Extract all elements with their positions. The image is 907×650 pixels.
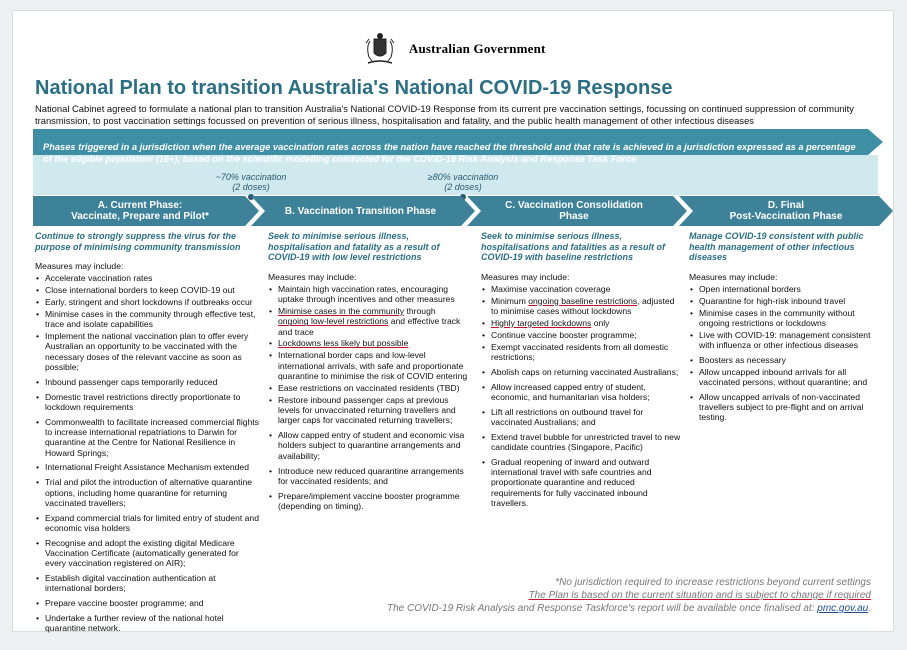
list-item: • Restore inbound passenger caps at previous levels for unvaccinated returning travellers and larger caps for vaccinated returning travellers; (278, 395, 468, 426)
list-item: • Minimise cases in the community through ongoing low-level restrictions and effective track and trace (278, 306, 468, 337)
phase-a-measures-label: Measures may include: (35, 261, 124, 271)
list-item: • Allow uncapped inbound arrivals for all vaccinated persons, without quarantine; and (699, 367, 874, 388)
list-item: • Abolish caps on returning vaccinated Australians; (491, 367, 681, 377)
phase-c-measures-list (481, 284, 681, 509)
phase-a-goal: Continue to strongly suppress the virus for the purpose of minimising community transmission (35, 231, 241, 252)
list-item: • Minimise cases in the community without ongoing restrictions or lockdowns (699, 308, 874, 329)
list-item: • International border caps and low-level international arrivals, with safe and proportionate quarantine to minimise the risk of COVID entering (278, 350, 468, 381)
list-item: • Lockdowns less likely but possible (278, 338, 468, 348)
list-item: • Open international borders (699, 284, 874, 294)
list-item: • Live with COVID-19: management consistent with influenza or other infectious diseases (699, 330, 874, 351)
list-item: • Lift all restrictions on outbound travel for vaccinated Australians; and (491, 407, 681, 428)
list-item: • Highly targeted lockdowns only (491, 318, 681, 328)
page-title: National Plan to transition Australia's National COVID-19 Response (35, 77, 673, 99)
list-item: • Ease restrictions on vaccinated residents (TBD) (278, 383, 468, 393)
list-item: • Gradual reopening of inward and outward international travel with safe countries and proportionate quarantine and reduced requirements for fully vaccinated inbound travellers. (491, 457, 681, 508)
list-item: • Boosters as necessary (699, 355, 874, 365)
header (13, 31, 893, 67)
list-item: • Quarantine for high-risk inbound travel (699, 296, 874, 306)
list-item: • Domestic travel restrictions directly proportionate to lockdown requirements (45, 392, 260, 413)
list-item: • Early, stringent and short lockdowns if outbreaks occur (45, 297, 260, 307)
marker-70-line1: ~70% vaccination (215, 172, 287, 182)
list-item: • Allow uncapped arrivals of non-vaccinated travellers subject to pre-flight and on arrival testing. (699, 392, 874, 423)
list-item: • Continue vaccine booster programme; (491, 330, 681, 340)
list-item: • Exempt vaccinated residents from all domestic restrictions; (491, 342, 681, 363)
phase-c-goal: Seek to minimise serious illness, hospitalisations and fatalities as a result of COVID-19 with baseline restrictions (481, 231, 666, 262)
marker-80-line1: ≥80% vaccination (427, 172, 499, 182)
phase-c-column (481, 231, 681, 510)
threshold-band-text: Phases triggered in a jurisdiction when the average vaccination rates across the nation have reached the threshold and that rate is achieved in a jurisdiction expressed as a percentage of the eligible population (16+), based on the scientific modelling conducted for the COVID-19 Risk Analysis and Response Task Force (43, 142, 856, 164)
phase-d-goal: Manage COVID-19 consistent with public health management of other infectious diseases (689, 231, 864, 262)
list-item: • Establish digital vaccination authentication at international borders; (45, 573, 260, 594)
list-item: • Trial and pilot the introduction of alternative quarantine options, including home quarantine for returning vaccinated travellers; (45, 477, 260, 508)
pmc-link[interactable]: pmc.gov.au (817, 603, 869, 614)
phase-b-column (268, 231, 468, 513)
phase-d-measures-label: Measures may include: (689, 271, 778, 282)
coat-of-arms-icon (360, 31, 400, 67)
list-item: • Expand commercial trials for limited entry of student and economic visa holders (45, 513, 260, 534)
list-item: • Minimum ongoing baseline restrictions, adjusted to minimise cases without lockdowns (491, 296, 681, 317)
phase-d-label: D. Final Post-Vaccination Phase (729, 200, 843, 222)
phase-a-measures-list (35, 273, 260, 633)
list-item: • Allow capped entry of student and economic visa holders subject to quarantine arrangements and availability; (278, 430, 468, 461)
list-item: • Undertake a further review of the national hotel quarantine network. (45, 613, 260, 634)
phase-a-label: A. Current Phase: Vaccinate, Prepare and Pilot* (71, 200, 209, 222)
list-item: • Commonwealth to facilitate increased commercial flights to increase international repatriations to Darwin for quarantine at the Centre for National Resilience in Howard Springs; (45, 417, 260, 458)
phase-b-goal: Seek to minimise serious illness, hospitalisation and fatality as a result of COVID-19 with low level restrictions (268, 231, 440, 262)
phase-d-column (689, 231, 874, 424)
list-item: • Recognise and adopt the existing digital Medicare Vaccination Certificate (automatically generated for every vaccination registered on AIR); (45, 538, 260, 569)
footnote-restrictions: *No jurisdiction required to increase restrictions beyond current settings (555, 577, 871, 588)
list-item: • Prepare/implement vaccine booster programme (depending on timing). (278, 491, 468, 512)
phase-c-label: C. Vaccination Consolidation Phase (505, 200, 643, 222)
list-item: • Allow increased capped entry of student, economic, and humanitarian visa holders; (491, 382, 681, 403)
marker-80-line2: (2 doses) (444, 182, 482, 192)
government-name: Australian Government (408, 41, 546, 56)
list-item: • Inbound passenger caps temporarily reduced (45, 377, 260, 387)
intro-paragraph: National Cabinet agreed to formulate a national plan to transition Australia's National COVID-19 Response from its current pre vaccination settings, focussing on continued suppression of community transmission, to post vaccination settings focussed on prevention of serious illness, hospitalisation and fatality, and the public health management of other infectious diseases (35, 103, 854, 126)
list-item: • Extend travel bubble for unrestricted travel to new candidate countries (Singapore, Pacific) (491, 432, 681, 453)
list-item: • Minimise cases in the community through effective test, trace and isolate capabilities (45, 309, 260, 330)
phase-b-measures-label: Measures may include: (268, 271, 357, 282)
list-item: • Maintain high vaccination rates, encouraging uptake through incentives and other measures (278, 284, 468, 305)
list-item: • Close international borders to keep COVID-19 out (45, 285, 260, 295)
footnote-plan: The Plan is based on the current situation and is subject to change if required (528, 590, 871, 601)
phase-d-measures-list (689, 284, 874, 423)
list-item: • Accelerate vaccination rates (45, 273, 260, 283)
list-item: • Introduce new reduced quarantine arrangements for vaccinated residents; and (278, 466, 468, 487)
phase-b-measures-list (268, 284, 468, 511)
phase-c-measures-label: Measures may include: (481, 271, 570, 282)
list-item: • Maximise vaccination coverage (491, 284, 681, 294)
list-item: • International Freight Assistance Mechanism extended (45, 462, 260, 472)
phase-a-column (35, 231, 260, 635)
list-item: • Prepare vaccine booster programme; and (45, 598, 260, 608)
footnote-report: The COVID-19 Risk Analysis and Response Taskforce's report will be available once finalised at: pmc.gov.au. (387, 603, 871, 614)
marker-70-line2: (2 doses) (232, 182, 270, 192)
document-page (12, 10, 894, 632)
phase-b-label: B. Vaccination Transition Phase (284, 205, 437, 217)
list-item: • Implement the national vaccination plan to offer every Australian an opportunity to be vaccinated with the necessary doses of the relevant vaccine as soon as possible; (45, 331, 260, 372)
